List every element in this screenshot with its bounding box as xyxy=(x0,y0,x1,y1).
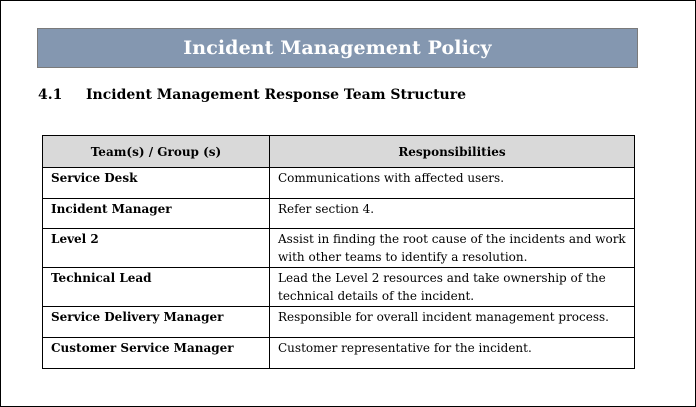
team-cell: Service Delivery Manager xyxy=(43,307,270,338)
table-row xyxy=(43,338,635,369)
page-title: Incident Management Policy xyxy=(183,37,492,59)
team-cell: Incident Manager xyxy=(43,199,270,229)
team-cell: Service Desk xyxy=(43,168,270,199)
responsibility-cell: Customer representative for the incident. xyxy=(270,338,635,369)
table-row xyxy=(43,199,635,229)
section-title: Incident Management Response Team Structure xyxy=(86,87,466,103)
team-structure-table xyxy=(42,135,635,369)
header-team: Team(s) / Group (s) xyxy=(43,136,270,168)
header-responsibilities: Responsibilities xyxy=(270,136,635,168)
table-row xyxy=(43,307,635,338)
table-header-row xyxy=(43,136,635,168)
responsibility-cell: Refer section 4. xyxy=(270,199,635,229)
responsibility-cell: Communications with affected users. xyxy=(270,168,635,199)
section-heading xyxy=(38,87,466,103)
table-row xyxy=(43,168,635,199)
team-cell: Technical Lead xyxy=(43,268,270,307)
section-number: 4.1 xyxy=(38,87,63,103)
title-banner xyxy=(37,28,638,68)
team-cell: Level 2 xyxy=(43,229,270,268)
responsibility-cell: Responsible for overall incident management process. xyxy=(270,307,635,338)
table-row xyxy=(43,268,635,307)
table-row xyxy=(43,229,635,268)
responsibility-cell: Lead the Level 2 resources and take ownership of the technical details of the incident. xyxy=(270,268,635,307)
team-cell: Customer Service Manager xyxy=(43,338,270,369)
responsibility-cell: Assist in finding the root cause of the incidents and work with other teams to identify a resolution. xyxy=(270,229,635,268)
